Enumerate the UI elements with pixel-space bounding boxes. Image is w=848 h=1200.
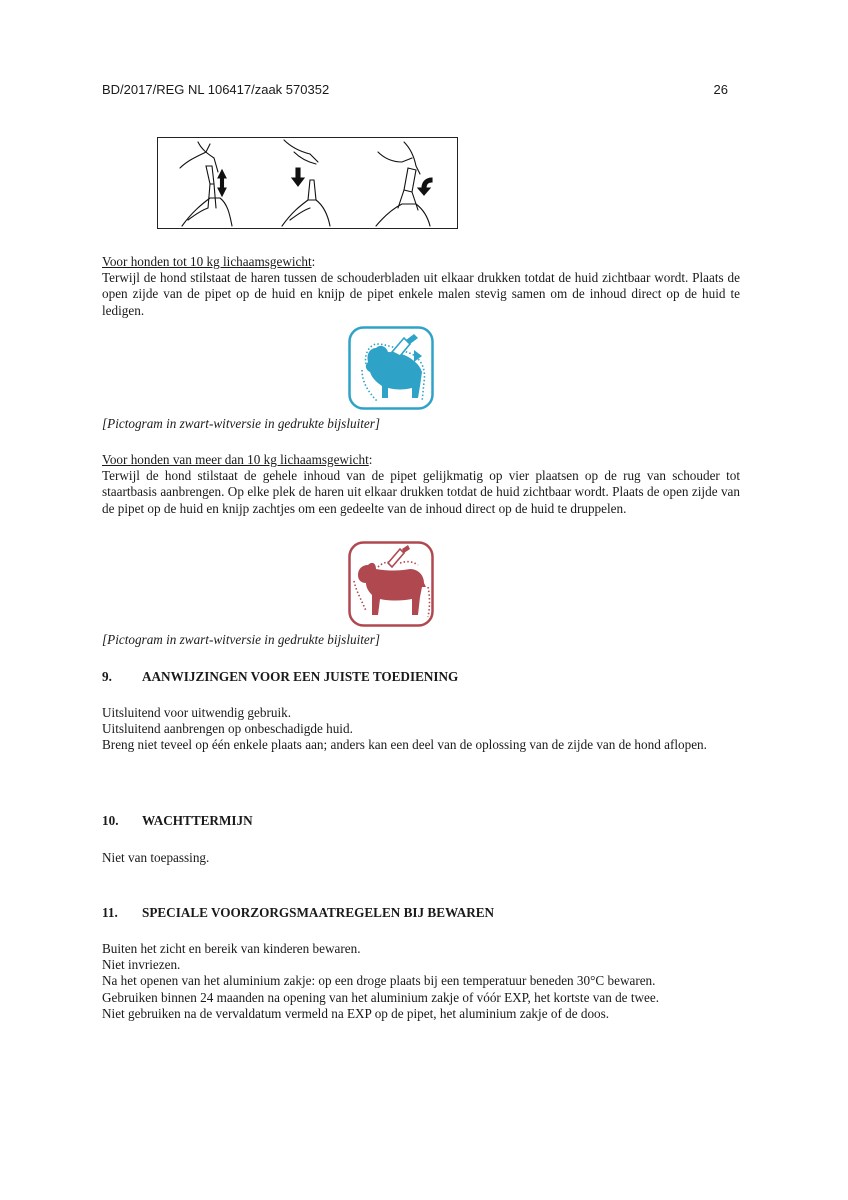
step-3-curved-arrow <box>418 178 432 195</box>
small-dog-icon <box>348 326 434 410</box>
section-11-body <box>102 941 740 1022</box>
small-dog-text: Terwijl de hond stilstaat de haren tussen de schouderbladen uit elkaar drukken totdat de huid zichtbaar wordt. Plaats de open zijde van de pipet op de huid en knijp de pipet enkele malen stevig samen om de inhoud direct op de huid te ledigen. <box>102 270 740 318</box>
large-dog-pictogram <box>348 541 434 632</box>
step-1-snap-tip-drawing <box>180 142 232 226</box>
small-dog-pictogram <box>348 326 434 415</box>
section-11-line: Niet gebruiken na de vervaldatum vermeld na EXP op de pipet, het aluminium zakje of de doos. <box>102 1005 610 1021</box>
large-dog-pictogram-caption: [Pictogram in zwart-witversie in gedrukte bijsluiter] <box>102 632 381 647</box>
section-10-heading <box>102 813 740 829</box>
pipette-steps-drawing <box>158 138 457 228</box>
large-dog-heading: Voor honden van meer dan 10 kg lichaamsgewicht <box>102 452 369 467</box>
small-dog-heading: Voor honden tot 10 kg lichaamsgewicht <box>102 254 312 269</box>
section-11-title: SPECIALE VOORZORGSMAATREGELEN BIJ BEWAREN <box>142 905 495 920</box>
pipette-instruction-illustration <box>157 137 458 229</box>
page-header <box>102 82 728 97</box>
small-dog-heading-colon: : <box>311 254 316 269</box>
document-reference: BD/2017/REG NL 106417/zaak 570352 <box>102 82 330 97</box>
section-11-heading <box>102 905 740 921</box>
section-9-line: Uitsluitend aanbrengen op onbeschadigde huid. <box>102 721 353 737</box>
step-1-up-down-arrow <box>218 170 226 196</box>
large-dog-heading-colon: : <box>368 452 373 467</box>
section-11-number: 11. <box>102 905 118 920</box>
section-9-line: Breng niet teveel op één enkele plaats aan; anders kan een deel van de oplossing van de zijde van de hond aflopen. <box>102 737 707 753</box>
section-10-body <box>102 850 740 866</box>
small-dog-pictogram-caption: [Pictogram in zwart-witversie in gedrukte bijsluiter] <box>102 416 381 431</box>
section-9-number: 9. <box>102 669 112 684</box>
section-10-title: WACHTTERMIJN <box>142 813 253 828</box>
large-dog-icon <box>348 541 434 627</box>
section-11-line: Buiten het zicht en bereik van kinderen bewaren. <box>102 941 361 956</box>
section-10-line: Niet van toepassing. <box>102 850 210 865</box>
large-dog-text: Terwijl de hond stilstaat de gehele inhoud van de pipet gelijkmatig op vier plaatsen op de rug van schouder tot staartbasis aanbrengen. Op elke plek de haren uit elkaar drukken totdat de huid zichtbaar wordt. Plaats de open zijde van de pipet op de huid en knijp zachtjes om een gedeelte van de inhoud direct op de huid te druppelen. <box>102 468 740 516</box>
step-3-pull-off-drawing <box>376 142 430 226</box>
section-9-heading <box>102 669 740 685</box>
step-2-press-down-drawing <box>282 140 330 226</box>
section-11-line: Niet invriezen. <box>102 957 181 973</box>
small-dog-instructions <box>102 254 740 319</box>
section-10-number: 10. <box>102 813 119 828</box>
section-11-line: Na het openen van het aluminium zakje: op een droge plaats bij een temperatuur beneden 30°C bewaren. <box>102 973 656 989</box>
section-9-title: AANWIJZINGEN VOOR EEN JUISTE TOEDIENING <box>142 669 459 684</box>
section-9-body <box>102 705 740 754</box>
page-number: 26 <box>713 82 728 97</box>
step-2-down-arrow <box>292 168 304 186</box>
section-11-line: Gebruiken binnen 24 maanden na opening van het aluminium zakje of vóór EXP, het kortste van de twee. <box>102 989 660 1005</box>
large-dog-instructions <box>102 452 740 517</box>
section-9-line: Uitsluitend voor uitwendig gebruik. <box>102 705 291 720</box>
